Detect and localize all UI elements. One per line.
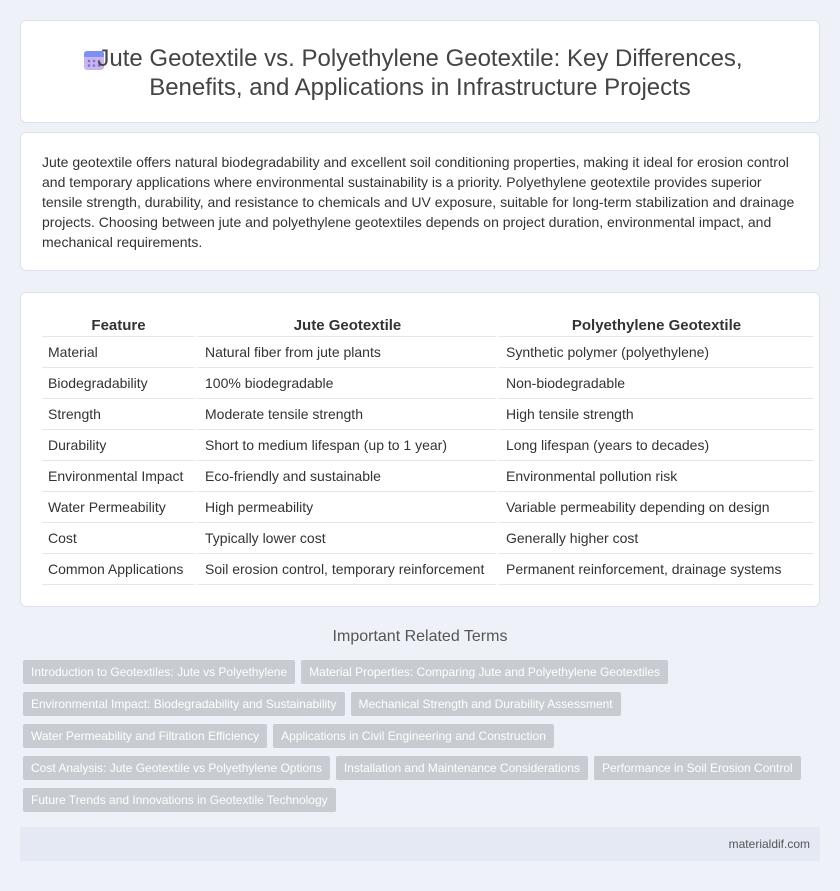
table-row (42, 337, 813, 368)
cell-polyethylene: Environmental pollution risk (496, 461, 813, 492)
table-header-row (42, 309, 813, 337)
summary-card (20, 132, 820, 271)
cell-polyethylene: Generally higher cost (496, 523, 813, 554)
related-terms-list (23, 660, 813, 820)
title-line-2: Benefits, and Applications in Infrastructure Projects (149, 74, 691, 101)
related-term-tag[interactable]: Water Permeability and Filtration Efficiency (23, 724, 267, 748)
related-term-tag[interactable]: Mechanical Strength and Durability Assessment (351, 692, 621, 716)
cell-feature: Biodegradability (42, 368, 195, 399)
related-term-tag[interactable]: Installation and Maintenance Considerations (336, 756, 588, 780)
related-term-tag[interactable]: Future Trends and Innovations in Geotextile Technology (23, 788, 336, 812)
cell-polyethylene: Variable permeability depending on design (496, 492, 813, 523)
cell-feature: Strength (42, 399, 195, 430)
cell-polyethylene: Non-biodegradable (496, 368, 813, 399)
footer-site-link[interactable]: materialdif.com (728, 837, 810, 851)
cell-jute: High permeability (195, 492, 496, 523)
summary-text: Jute geotextile offers natural biodegradability and excellent soil conditioning properties, making it ideal for erosion control and temporary applications where environmental sustainability is a priority. Polyethylene geotextile provides superior tensile strength, durability, and resistance to chemicals and UV exposure, suitable for long-term stabilization and drainage projects. Choosing between jute and polyethylene geotextiles depends on project duration, environmental impact, and mechanical requirements. (42, 154, 795, 250)
table-row (42, 430, 813, 461)
header-polyethylene: Polyethylene Geotextile (496, 309, 813, 337)
related-term-tag[interactable]: Environmental Impact: Biodegradability and Sustainability (23, 692, 345, 716)
related-terms-title: Important Related Terms (332, 628, 508, 645)
cell-polyethylene: Long lifespan (years to decades) (496, 430, 813, 461)
cell-feature: Cost (42, 523, 195, 554)
table-row (42, 523, 813, 554)
cell-jute: Typically lower cost (195, 523, 496, 554)
comparison-table-card (20, 292, 820, 607)
header-card (20, 20, 820, 123)
header-feature: Feature (42, 309, 195, 337)
related-term-tag[interactable]: Introduction to Geotextiles: Jute vs Polyethylene (23, 660, 295, 684)
related-term-tag[interactable]: Performance in Soil Erosion Control (594, 756, 801, 780)
cell-polyethylene: Permanent reinforcement, drainage systems (496, 554, 813, 585)
page-title (21, 44, 819, 102)
cell-feature: Water Permeability (42, 492, 195, 523)
cell-feature: Environmental Impact (42, 461, 195, 492)
table-row (42, 461, 813, 492)
related-term-tag[interactable]: Cost Analysis: Jute Geotextile vs Polyethylene Options (23, 756, 330, 780)
cell-polyethylene: Synthetic polymer (polyethylene) (496, 337, 813, 368)
cell-jute: Short to medium lifespan (up to 1 year) (195, 430, 496, 461)
table-row (42, 554, 813, 585)
cell-jute: Soil erosion control, temporary reinforcement (195, 554, 496, 585)
cell-feature: Durability (42, 430, 195, 461)
title-line-1: Jute Geotextile vs. Polyethylene Geotextile: Key Differences, (97, 45, 743, 72)
header-jute: Jute Geotextile (195, 309, 496, 337)
cell-jute: Natural fiber from jute plants (195, 337, 496, 368)
cell-jute: Moderate tensile strength (195, 399, 496, 430)
related-term-tag[interactable]: Material Properties: Comparing Jute and Polyethylene Geotextiles (301, 660, 668, 684)
footer (20, 827, 820, 861)
table-row (42, 492, 813, 523)
cell-feature: Material (42, 337, 195, 368)
cell-jute: 100% biodegradable (195, 368, 496, 399)
cell-jute: Eco-friendly and sustainable (195, 461, 496, 492)
cell-feature: Common Applications (42, 554, 195, 585)
table-row (42, 368, 813, 399)
related-term-tag[interactable]: Applications in Civil Engineering and Construction (273, 724, 554, 748)
table-row (42, 399, 813, 430)
cell-polyethylene: High tensile strength (496, 399, 813, 430)
comparison-table (42, 309, 813, 585)
